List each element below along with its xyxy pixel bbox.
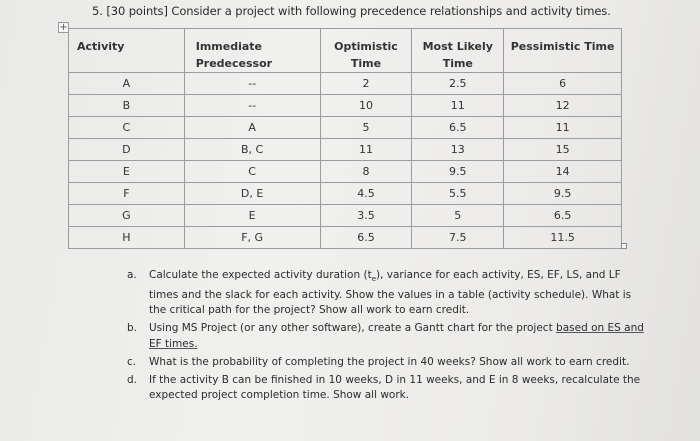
cell-pessimistic: 15 <box>504 139 622 161</box>
cell-most-likely: 6.5 <box>412 117 504 139</box>
table-row <box>69 183 622 205</box>
item-text: What is the probability of completing the project in 40 weeks? Show all work to earn credit. <box>149 355 630 368</box>
resize-corner-icon[interactable] <box>621 243 627 249</box>
item-text: Calculate the expected activity duration $(t_e)$, variance for each activity, ES, EF, LS, and LF times and the slack for each activity. Show the values in a table (activity schedule). What is the critical path for the project? Show all work to earn credit. <box>149 269 632 317</box>
cell-predecessor: C <box>184 161 320 183</box>
cell-optimistic: 4.5 <box>320 183 412 205</box>
cell-optimistic: 3.5 <box>320 205 412 227</box>
sub-question-d <box>127 373 647 404</box>
sub-question-c <box>127 355 647 371</box>
table-row <box>69 73 622 95</box>
cell-pessimistic: 6.5 <box>504 205 622 227</box>
cell-pessimistic: 6 <box>504 73 622 95</box>
item-text: Using MS Project (or any other software), create a Gantt chart for the project based on ES and EF times. <box>149 322 644 350</box>
table-row <box>69 161 622 183</box>
cell-predecessor: B, C <box>184 139 320 161</box>
table-row <box>69 95 622 117</box>
item-label: a. <box>127 269 137 281</box>
cell-activity: F <box>69 183 185 205</box>
cell-predecessor: E <box>184 205 320 227</box>
header-most-likely: Most Likely Time <box>412 29 504 73</box>
cell-activity: E <box>69 161 185 183</box>
cell-most-likely: 5 <box>412 205 504 227</box>
cell-most-likely: 5.5 <box>412 183 504 205</box>
header-activity: Activity <box>69 29 185 73</box>
activity-table <box>68 28 622 249</box>
cell-activity: A <box>69 73 185 95</box>
item-text: If the activity B can be finished in 10 weeks, D in 11 weeks, and E in 8 weeks, recalculate the expected project completion time. Show all work. <box>149 373 641 402</box>
cell-most-likely: 7.5 <box>412 227 504 249</box>
cell-pessimistic: 12 <box>504 95 622 117</box>
item-label: d. <box>127 373 138 386</box>
question-number: 5. <box>92 4 103 18</box>
cell-most-likely: 11 <box>412 95 504 117</box>
cell-predecessor: F, G <box>184 227 320 249</box>
table-move-handle-icon[interactable]: + <box>59 22 68 33</box>
cell-optimistic: 2 <box>320 73 412 95</box>
cell-most-likely: 13 <box>412 139 504 161</box>
header-pessimistic: Pessimistic Time <box>504 29 622 73</box>
cell-activity: H <box>69 227 185 249</box>
table-row <box>69 227 622 249</box>
item-label: c. <box>127 355 137 368</box>
cell-pessimistic: 9.5 <box>504 183 622 205</box>
item-label: b. <box>127 322 138 335</box>
cell-pessimistic: 14 <box>504 161 622 183</box>
cell-activity: G <box>69 205 185 227</box>
cell-most-likely: 9.5 <box>412 161 504 183</box>
cell-most-likely: 2.5 <box>412 73 504 95</box>
question-heading <box>92 4 611 18</box>
header-predecessor: Immediate Predecessor <box>184 29 320 73</box>
header-optimistic: Optimistic Time <box>320 29 412 73</box>
cell-optimistic: 8 <box>320 161 412 183</box>
cell-optimistic: 6.5 <box>320 227 412 249</box>
table-header-row <box>69 29 622 73</box>
cell-activity: C <box>69 117 185 139</box>
question-prompt: Consider a project with following precedence relationships and activity times. <box>171 4 611 18</box>
cell-optimistic: 5 <box>320 117 412 139</box>
cell-optimistic: 10 <box>320 95 412 117</box>
cell-optimistic: 11 <box>320 139 412 161</box>
cell-predecessor: -- <box>184 73 320 95</box>
cell-pessimistic: 11.5 <box>504 227 622 249</box>
cell-predecessor: D, E <box>184 183 320 205</box>
table-row <box>69 117 622 139</box>
cell-predecessor: -- <box>184 95 320 117</box>
sub-question-b <box>127 321 647 352</box>
cell-activity: D <box>69 139 185 161</box>
cell-pessimistic: 11 <box>504 117 622 139</box>
sub-question-a <box>127 268 647 319</box>
table-row <box>69 205 622 227</box>
table-row <box>69 139 622 161</box>
cell-predecessor: A <box>184 117 320 139</box>
cell-activity: B <box>69 95 185 117</box>
sub-questions <box>127 268 647 406</box>
question-points: [30 points] <box>106 4 168 18</box>
